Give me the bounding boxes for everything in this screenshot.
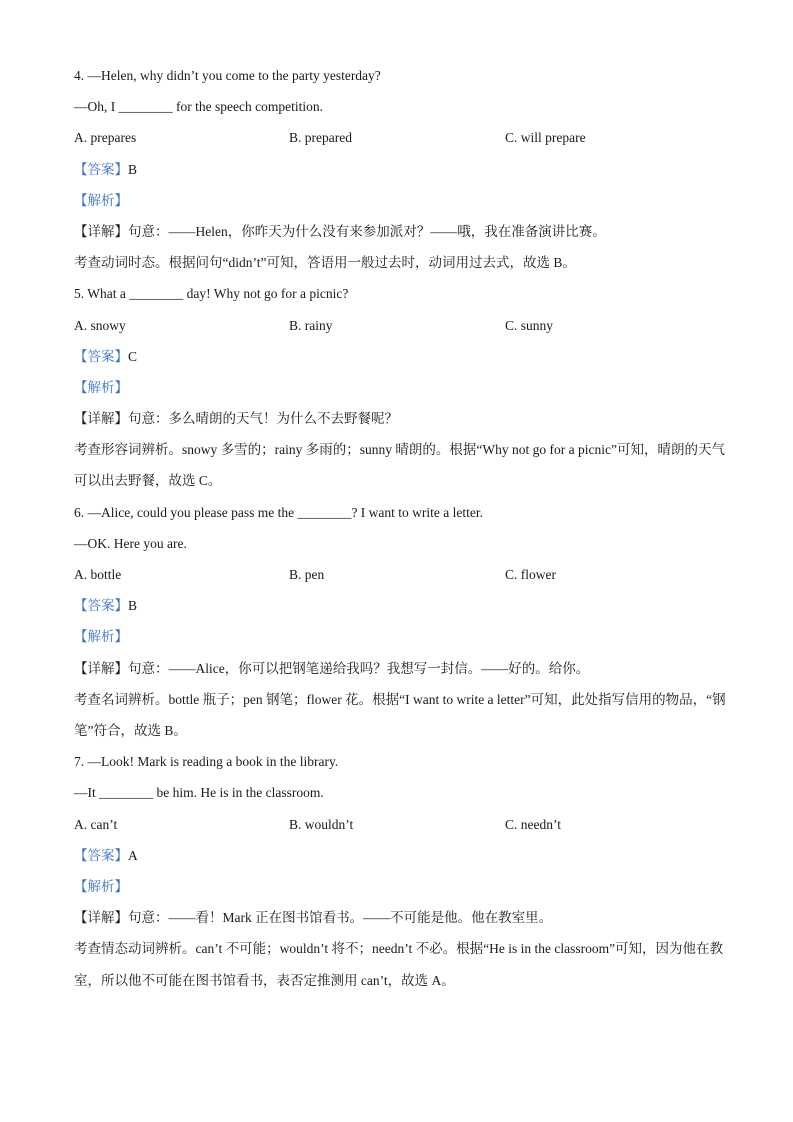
explanation-text: 考查名词辨析。bottle 瓶子；pen 钢笔；flower 花。根据“I want to write a letter”可知，此处指写信用的物品，“钢笔”符合，故选 B。 [74,691,726,738]
analysis-tag: 【解析】 [74,192,128,208]
options-row [74,809,734,840]
answer-tag: 【答案】 [74,847,128,863]
option-a: A. bottle [74,567,122,583]
option-c: C. will prepare [505,130,586,146]
option-c: C. flower [505,567,556,583]
analysis-tag: 【解析】 [74,878,128,894]
question-stem: 6. —Alice, could you please pass me the ________? I want to write a letter. [74,504,484,520]
question-7 [74,746,734,996]
analysis-line [74,621,734,652]
answer-line [74,590,734,621]
option-b: B. prepared [289,130,352,146]
answer-tag: 【答案】 [74,161,128,177]
option-c: C. sunny [505,317,554,333]
answer-value: A [128,847,138,863]
answer-value: B [128,598,138,614]
detail-text: 句意：——看！Mark 正在图书馆看书。——不可能是他。他在教室里。 [128,910,553,926]
question-stem: 7. —Look! Mark is reading a book in the library. [74,754,339,770]
analysis-tag: 【解析】 [74,379,128,395]
answer-value: B [128,161,138,177]
detail-line [74,653,734,684]
detail-tag: 【详解】 [74,910,128,926]
question-stem-reply: —OK. Here you are. [74,535,187,551]
question-6 [74,497,734,747]
detail-tag: 【详解】 [74,223,128,239]
option-a: A. can’t [74,816,118,832]
answer-tag: 【答案】 [74,348,128,364]
answer-line [74,154,734,185]
document-page [74,60,734,996]
explanation-text: 考查动词时态。根据问句“didn’t”可知，答语用一般过去时，动词用过去式，故选 B。 [74,255,576,271]
options-row [74,559,734,590]
detail-line [74,403,734,434]
option-a: A. snowy [74,317,126,333]
answer-line [74,840,734,871]
option-b: B. wouldn’t [289,816,354,832]
analysis-tag: 【解析】 [74,629,128,645]
option-c: C. needn’t [505,816,561,832]
explanation-text: 考查情态动词辨析。can’t 不可能；wouldn’t 将不；needn’t 不必。根据“He is in the classroom”可知，因为他在教室，所以他不可能在图书馆看书，表否定推测用 can’t，故选 A。 [74,941,724,988]
detail-text: 句意：——Helen，你昨天为什么没有来参加派对？——哦，我在准备演讲比赛。 [128,223,606,239]
answer-line [74,341,734,372]
detail-text: 句意：多么晴朗的天气！为什么不去野餐呢？ [128,411,398,427]
detail-tag: 【详解】 [74,660,128,676]
answer-value: C [128,348,138,364]
explanation-text: 考查形容词辨析。snowy 多雪的；rainy 多雨的；sunny 晴朗的。根据“Why not go for a picnic”可知，晴朗的天气可以出去野餐，故选 C。 [74,442,725,489]
detail-tag: 【详解】 [74,411,128,427]
analysis-line [74,372,734,403]
detail-text: 句意：——Alice，你可以把钢笔递给我吗？我想写一封信。——好的。给你。 [128,660,590,676]
answer-tag: 【答案】 [74,598,128,614]
options-row [74,122,734,153]
option-b: B. rainy [289,317,333,333]
analysis-line [74,871,734,902]
detail-line [74,216,734,247]
question-5 [74,278,734,496]
options-row [74,310,734,341]
detail-line [74,902,734,933]
question-stem: 4. —Helen, why didn’t you come to the party yesterday? [74,68,381,83]
option-a: A. prepares [74,130,137,146]
analysis-line [74,185,734,216]
question-stem-reply: —Oh, I ________ for the speech competition. [74,99,323,115]
question-stem: 5. What a ________ day! Why not go for a picnic? [74,286,349,302]
question-stem-reply: —It ________ be him. He is in the classroom. [74,785,324,801]
question-4 [74,60,734,278]
option-b: B. pen [289,567,325,583]
